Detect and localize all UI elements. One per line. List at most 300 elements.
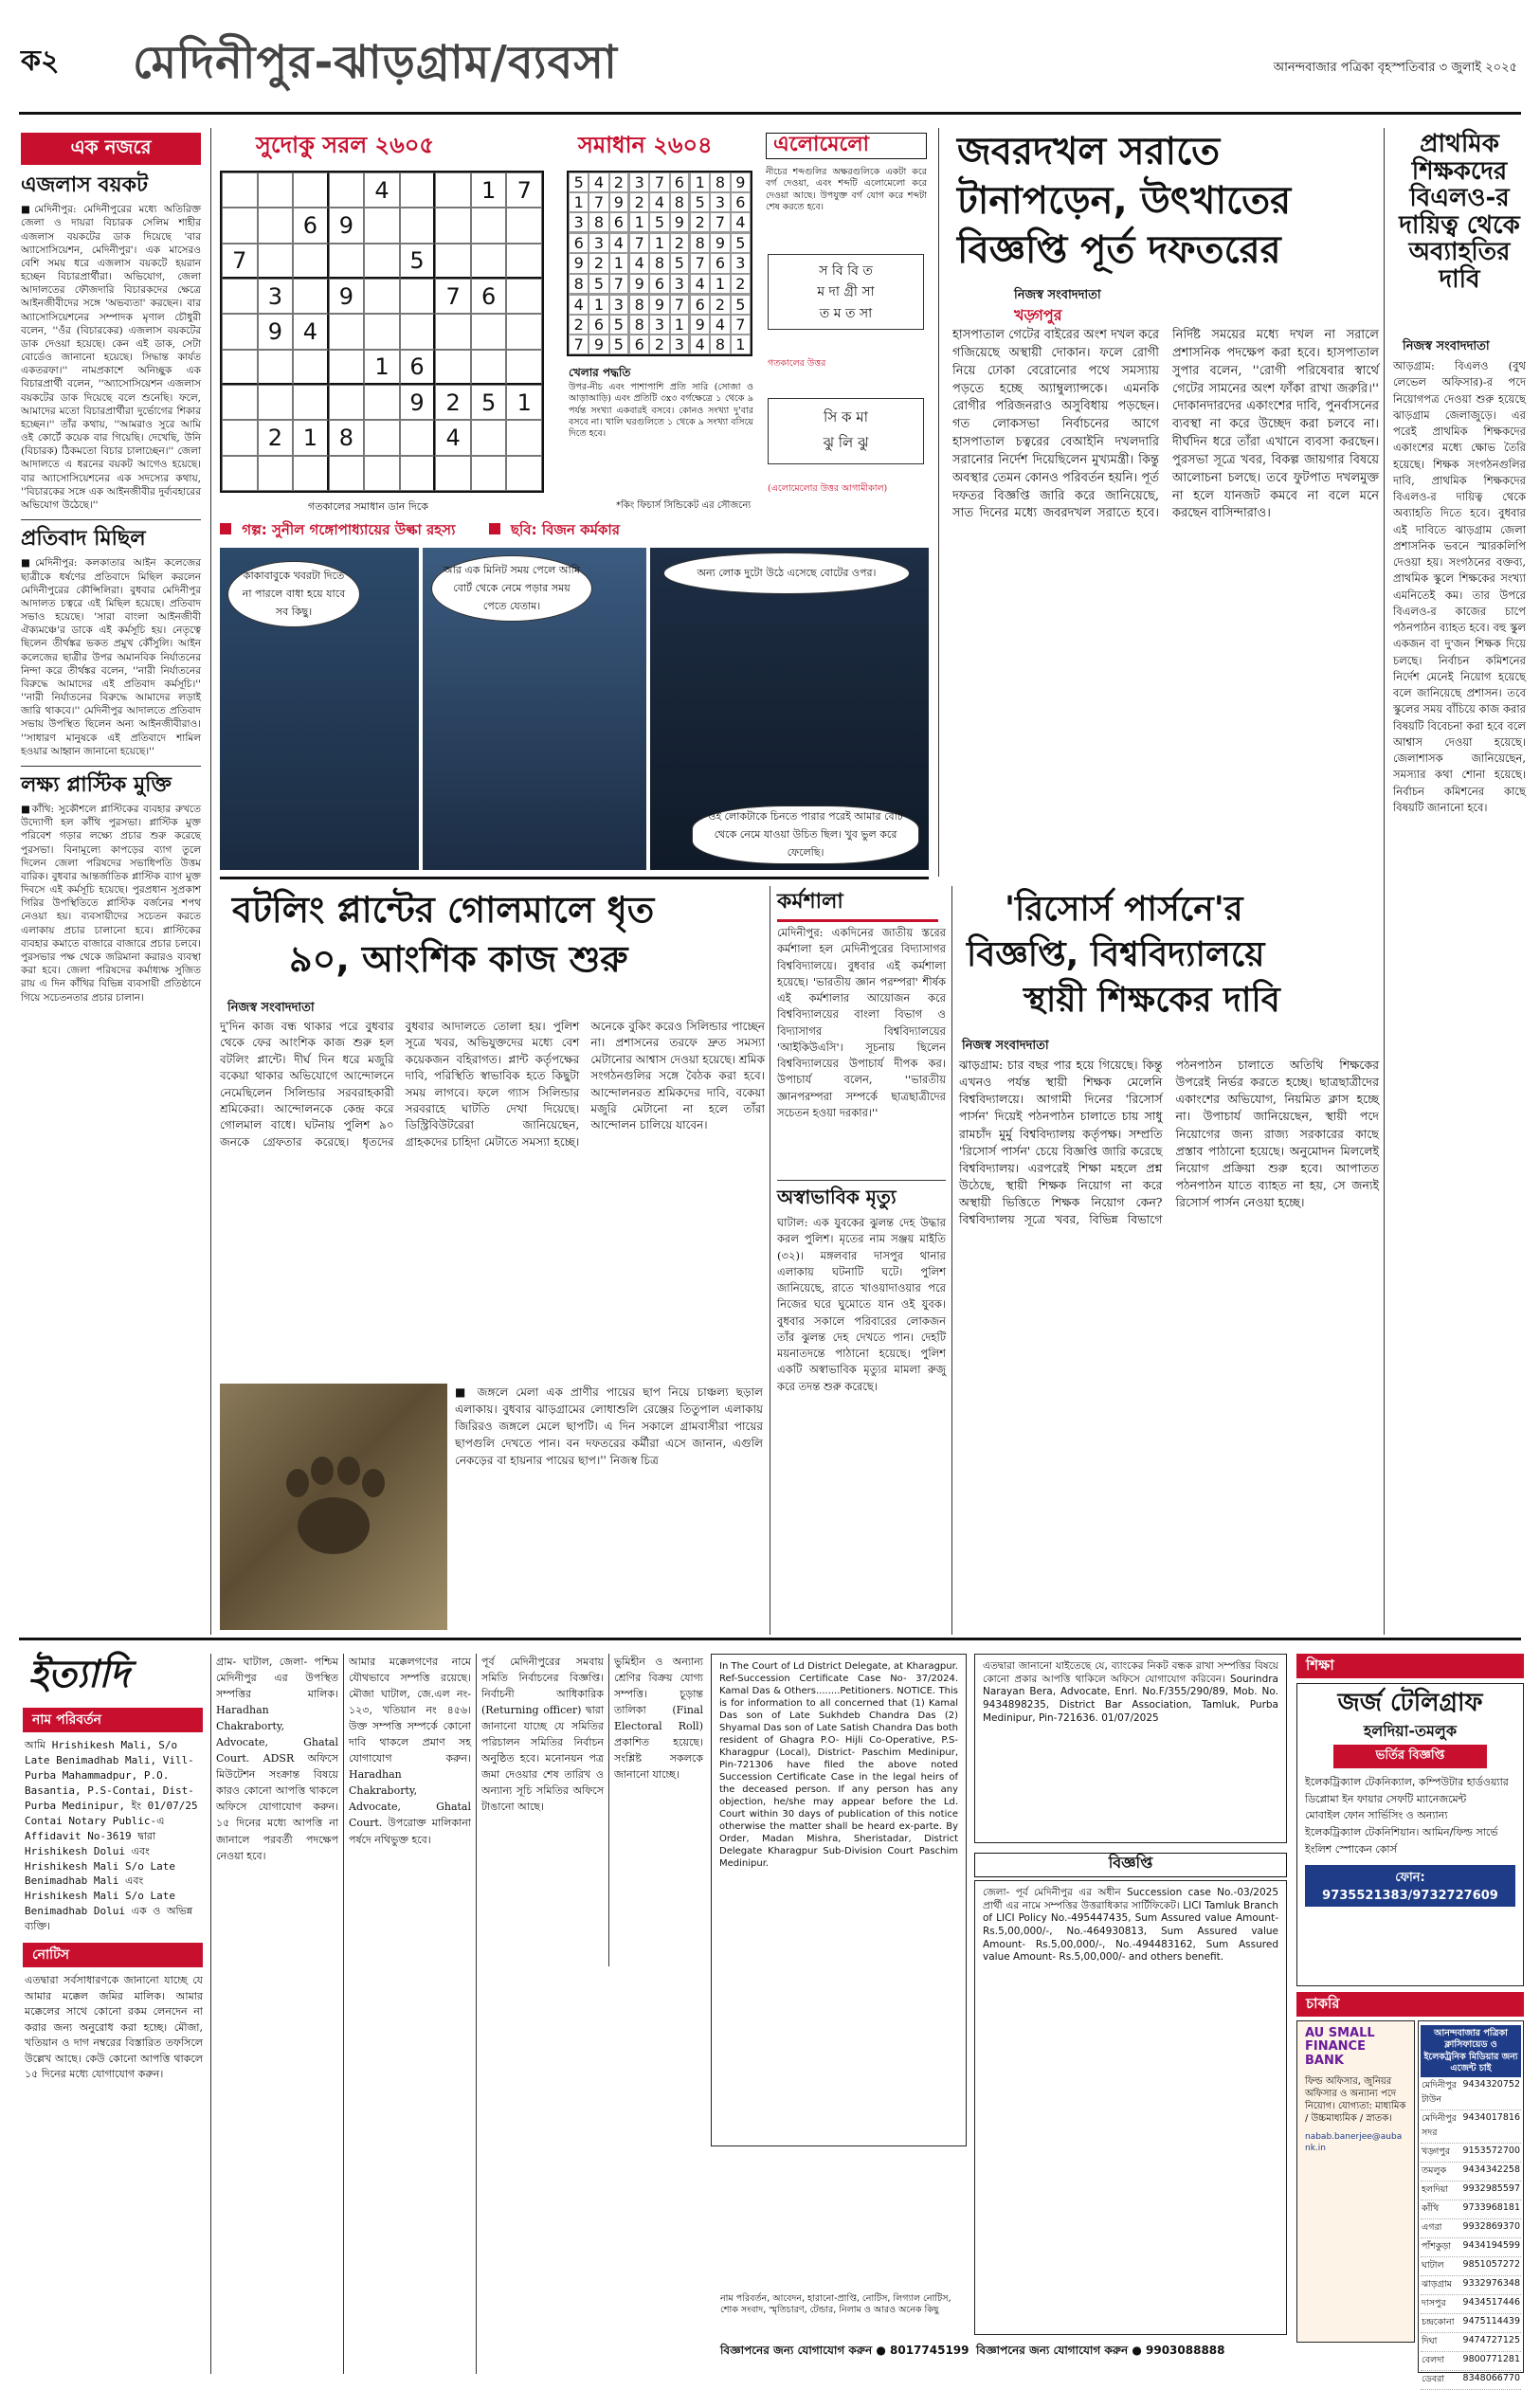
grid-cell[interactable] [222,420,258,455]
agent-phone[interactable]: 9800771281 [1462,2354,1520,2365]
grid-cell: 6 [710,253,730,273]
grid-cell: 8 [710,172,730,192]
grid-cell[interactable] [222,385,258,420]
jumble-answer-label: গতকালের উত্তর [768,358,826,369]
grid-cell: 8 [569,274,589,295]
notice-text: এতদ্বারা সর্বসাধারণকে জানানো যাচ্ছে যে আমার মক্কেল জমির মালিক। আমার মক্কেলের সাথে কোনো রকম লেনদেন না করার জন্য অনুরোধ করা হচ্ছে। মৌজা, খতিয়ান ও দাগ নম্বরের বিস্তারিত তফসিলে উল্লেখ আছে। কেউ কোনো আপত্তি থাকলে ১৫ দিনের মধ্যে যোগাযোগ করুন। [25,1974,203,2080]
resource-body: ঝাড়গ্রাম: চার বছর পার হয়ে গিয়েছে। কিন্তু এখনও পর্যন্ত স্থায়ী শিক্ষক মেলেনি বিশ্ববিদ্যালয়ে। আগামী দিনের 'রিসোর্স পার্সন' দিয়েই পঠনপাঠন চালাতে চায় সাধু রামচাঁদ মুর্মু বিশ্ববিদ্যালয় কর্তৃপক্ষ। সম্প্রতি 'রিসোর্স পার্সন' চেয়ে বিজ্ঞপ্তি জারি করেছে বিশ্ববিদ্যালয়। এরপরেই শিক্ষা মহলে প্রশ্ন উঠেছে, স্থায়ী শিক্ষক নিয়োগ না করে অস্থায়ী ভিত্তিতে শিক্ষক নিয়োগ কেন? বিশ্ববিদ্যালয় সূত্রে খবর, বিভিন্ন বিভাগে পঠনপাঠন চালাতে অতিথি শিক্ষকের উপরেই নির্ভর করতে হচ্ছে। ছাত্রছাত্রীদের একাংশের অভিযোগ, নিয়মিত ক্লাস হচ্ছে না। উপাচার্য জানিয়েছেন, স্থায়ী পদে নিয়োগের জন্য রাজ্য সরকারের কাছে প্রস্তাব পাঠানো হয়েছে। অনুমোদন মিললেই নিয়োগ প্রক্রিয়া শুরু হবে। আপাতত পঠনপাঠন যাতে ব্যাহত না হয়, সে জন্যই রিসোর্স পার্সন নেওয়া হচ্ছে। [959,1058,1379,1227]
grid-cell[interactable] [293,244,329,279]
item-text: ■মেদিনীপুর: কলকাতার আইন কলেজের ছাত্রীকে ধর্ষণের প্রতিবাদে মিছিল করলেন মেদিনীপুরের কৌন্সিলিরা। বুধবার মেদিনীপুর আদালত চত্বরে এই মিছিল হয়েছে। প্রতিবাদ সভাও হয়েছে। 'সারা বাংলা আইনজীবী ঐক্যমঞ্চে'র ডাকে এই কর্মসূচি হয়। নেতৃত্বে ছিলেন তীর্থঙ্কর ভকত প্রমুখ কৌঁসুলি। আইন কলেজের ছাত্রীর উপর অমানবিক নির্যাতনের নিন্দা করে তীর্থঙ্কর বলেন, ''নারী নির্যাতনের বিরুদ্ধে আমাদের এই প্রতিবাদ কর্মসূচি।'' ''নারী নির্যাতনের বিরুদ্ধে আমাদের লড়াই জারি থাকবে।'' মেদিনীপুর আদালতে প্রতিবাদ সভায় উপস্থিত ছিলেন অন্য আইনজীবীরাও। ''সাধারণ মানুষকে এই প্রতিবাদে শামিল হওয়ার আহ্বান জানানো হয়েছে।'' [21,557,201,757]
grid-cell: 7 [690,253,710,273]
agent-contact-row [1421,2163,1521,2182]
grid-cell[interactable] [435,208,471,243]
grid-cell[interactable]: 4 [293,314,329,349]
agent-phone[interactable]: 9434194599 [1462,2240,1520,2252]
grid-cell[interactable] [435,244,471,279]
grid-cell: 5 [589,274,608,295]
agent-phone[interactable]: 9932985597 [1462,2183,1520,2195]
jumble-answers-box [768,398,924,464]
telegraph-brand: জর্জ টেলিগ্রাফ [1337,1689,1483,1717]
karmashala-text: মেদিনীপুর: একদিনের জাতীয় স্তরের কর্মশালা হল মেদিনীপুরের বিদ্যাসাগর বিশ্ববিদ্যালয়ে। বুধবার এই কর্মশালা হয়েছে। 'ভারতীয় জ্ঞান পরম্পরা' শীর্ষক এই কর্মশালার আয়োজন করে বিশ্ববিদ্যালয়ের বাংলা বিভাগ ও বিদ্যাসাগর বিশ্ববিদ্যালয়ের 'আইকিউএসি'। সূচনায় ছিলেন বিশ্ববিদ্যালয়ের উপাচার্য দীপক কর। উপাচার্য বলেন, ''ভারতীয় জ্ঞানপরম্পরা সম্পর্কে ছাত্রছাত্রীদের সচেতন হওয়া দরকার।'' [777,926,946,1119]
grid-cell: 3 [731,253,751,273]
grid-cell[interactable] [293,350,329,385]
grid-cell: 4 [609,233,629,253]
grid-cell[interactable] [222,279,258,314]
agent-contact-row [1421,2314,1521,2333]
section-title: মেদিনীপুর-ঝাড়গ্রাম/ব্যবসা [133,36,618,89]
grid-cell: 9 [589,335,608,354]
grid-cell[interactable] [329,314,365,349]
jumble-answer: ঝু লি ঝু [823,434,869,451]
grid-cell: 5 [609,315,629,335]
jumble-words-box [768,254,924,330]
grid-cell: 4 [710,315,730,335]
grid-cell[interactable] [364,385,400,420]
resource-headline-1: 'রিসোর্স পার্সনে'র [1005,890,1243,929]
item-text: ■কাঁথি: সুকৌশলে প্লাস্টিকের ব্যবহার রুখতে উদ্যোগী হল কাঁথি পুরসভা। প্লাস্টিক মুক্ত পরিবেশ গড়ার লক্ষ্যে প্রচার শুরু করেছে পুরসভা। বিনামূল্যে কাপড়ের ব্যাগ তুলে দিলেন জেলা পরিষদের সভাধিপতি উত্তম বারিক। বুধবার আন্তর্জাতিক প্লাস্টিক ব্যাগ মুক্ত দিবসে এই কর্মসূচি হয়েছে। পুরপ্রধান সুপ্রকাশ গিরির উপস্থিতিতে প্লাস্টিক বর্জনের শপথ নেওয়া হয়। ব্যবসায়ীদের সচেতন করতে এলাকায় প্রচার চালানো হবে। প্লাস্টিকের ব্যবহার কমাতে বাজারে বাজারে প্রচার চলবে। পুরসভার পক্ষ থেকে জরিমানা করারও ব্যবস্থা করা হবে। জেলা পরিষদের কর্মাধ্যক্ষ সুজিত রায় এ দিন কাঁথির বিভিন্ন ব্যবসায়ী প্রতিষ্ঠানে গিয়ে সচেতনতার প্রচার চালান। [21,804,201,1004]
grid-cell[interactable] [258,350,294,385]
bottling-headline-2: ৯০, আংশিক কাজ শুরু [289,938,628,980]
grid-cell[interactable]: 9 [329,208,365,243]
grid-cell: 7 [710,212,730,233]
chakri-bar [1296,1992,1524,2017]
grid-cell: 7 [609,274,629,295]
agent-area: পাঁশকুড়া [1422,2241,1452,2253]
grid-cell[interactable] [471,350,507,385]
course-item: মোবাইল ফোন সার্ভিসিং ও অন্যান্য [1305,1809,1448,1822]
classified-col-5: ভুমিহীন ও অন্যান্য শ্রেণির বিক্রয় যোগ্য সম্পত্তি। চূড়ান্ত তালিকা (Final Electoral Roll) প্রকাশিত হয়েছে। সংশ্লিষ্ট সকলকে জানানো যাচ্ছে। [608,1654,703,1966]
grid-cell: 3 [710,192,730,212]
grid-cell[interactable] [400,314,436,349]
grid-cell: 7 [649,172,669,192]
grid-cell[interactable] [222,350,258,385]
comic-story-label: গল্প: সুনীল গঙ্গোপাধ্যায়ের উল্কা রহস্য [242,521,456,538]
grid-cell: 2 [589,253,608,273]
sudoku-grid[interactable] [220,171,544,493]
agent-contact-row [1421,2257,1521,2276]
grid-cell[interactable]: 1 [364,350,400,385]
comic-bubble: কাকাবাবুকে খবরটা দিতে না পারলে বাধা হয়ে যাবে সব কিছু। [227,561,360,627]
grid-cell: 9 [731,172,751,192]
grid-cell[interactable] [506,350,542,385]
rules-text: উপর-নীচ এবং পাশাপাশি প্রতি সারি (সোজা ও আড়াআড়ি) এবং প্রতিটি ৩x৩ বর্গক্ষেত্রে ১ থেকে ৯ পর্যন্ত সংখ্যা একবারই বসবে। কোনও সংখ্যা দু'বার বসবে না। খালি ঘরগুলিতে ১ থেকে ৯ সংখ্যা বসিয়ে দিতে হবে। [569,382,753,440]
grid-cell: 8 [589,212,608,233]
comic-bubble: অন্য লোক দুটো উঠে এসেছে বোটের ওপর। [663,552,910,594]
grid-cell[interactable] [471,208,507,243]
grid-cell[interactable] [506,208,542,243]
grid-cell: 6 [609,212,629,233]
jumble-word: ত ম ত সা [819,305,873,321]
right-byline: নিজস্ব সংবাদদাতা [1403,339,1490,353]
classified-col-4: পূর্ব মেদিনীপুরের সমবায় সমিতি নির্বাচনের বিজ্ঞপ্তি। নির্বাচনী আধিকারিক (Returning officer) দ্বারা জানানো যাচ্ছে যে সমিতির পরিচালন সমিতির নির্বাচন অনুষ্ঠিত হবে। মনোনয়ন পত্র জমা দেওয়ার শেষ তারিখ ও অন্যান্য সূচি সমিতির অফিসে টাঙানো আছে। [476,1654,604,2374]
resource-headline-3: স্থায়ী শিক্ষকের দাবি [1024,981,1280,1020]
left-column [21,174,201,1629]
grid-cell[interactable] [435,172,471,208]
grid-cell[interactable]: 4 [435,420,471,455]
grid-cell: 3 [629,172,649,192]
grid-cell[interactable] [329,350,365,385]
grid-cell: 6 [629,335,649,354]
grid-cell: 4 [690,335,710,354]
agent-area: মেদিনীপুর সদর [1422,2113,1457,2139]
agent-contact-row [1421,2333,1521,2352]
agent-phone[interactable]: 9434342258 [1462,2164,1520,2176]
grid-cell: 1 [569,192,589,212]
agent-phone[interactable]: 9733968181 [1462,2202,1520,2214]
classified-col-2: গ্রাম- ঘাটাল, জেলা- পশ্চিম মেদিনীপুর এর উপস্থিত সম্পত্তির মালিক। Haradhan Chakraborty, Advocate, Ghatal Court. ADSR অফিসে মিউটেশন সংক্রান্ত বিষয়ে কারও কোনো আপত্তি থাকলে অফিসে যোগাযোগ করুন। ১৫ দিনের মধ্যে আপত্তি না জানালে পরবর্তী পদক্ষেপ নেওয়া হবে। [210,1654,338,2374]
agent-area: হলদিয়া [1422,2184,1449,2196]
bottom-notice-header-box [974,1853,1287,1877]
grid-cell[interactable] [400,208,436,243]
grid-cell: 7 [569,335,589,354]
telegraph-ad [1296,1683,1524,1986]
dateline: আনন্দবাজার পত্রিকা বৃহস্পতিবার ৩ জুলাই ২০২৫ [1273,61,1517,75]
grid-cell: 8 [629,315,649,335]
grid-cell: 6 [649,274,669,295]
left-column-header [21,133,201,165]
grid-cell: 1 [690,172,710,192]
grid-cell: 7 [629,233,649,253]
agent-contact-row [1421,2182,1521,2200]
grid-cell[interactable] [364,420,400,455]
lead-body: হাসপাতাল গেটের বাইরের অংশ দখল করে গজিয়েছে অস্থায়ী দোকান। ফলে রোগী নিয়ে ঢোকা বেরোনোর পথে সমস্যায় পড়তে হচ্ছে অ্যাম্বুল্যান্সকে। এমনকি রোগীর পরিজনরাও অসুবিধায় পড়ছেন। গত লোকসভা নির্বাচনের আগে হাসপাতাল চত্বরের বেআইনি দখলদারি সরানোর নির্দেশ দিয়েছিলেন মুখ্যমন্ত্রী। কিন্তু অবস্থার তেমন কোনও পরিবর্তন হয়নি। পূর্ত দফতর বিজ্ঞপ্তি জারি করে জানিয়েছে, সাত দিনের মধ্যে জবরদখল সরাতে হবে। নির্দিষ্ট সময়ের মধ্যে দখল না সরালে প্রশাসনিক পদক্ষেপ করা হবে। হাসপাতাল সুপার বলেন, ''রোগী পরিষেবার স্বার্থে গেটের সামনের অংশ ফাঁকা রাখা জরুরি।'' দোকানদারদের একাংশের দাবি, পুনর্বাসনের ব্যবস্থা না করে উচ্ছেদ করা চলবে না। দীর্ঘদিন ধরে তাঁরা এখানে ব্যবসা করছেন। পুরসভা সূত্রে খবর, বিকল্প জায়গার বিষয়ে আলোচনা চলছে। তবে ফুটপাত দখলমুক্ত না হলে যানজট কমবে না বলে মনে করছেন বাসিন্দারাও। [952,328,1379,521]
grid-cell[interactable] [400,172,436,208]
agent-phone[interactable]: 9332976348 [1462,2278,1520,2290]
agent-phone[interactable]: 9932869370 [1462,2221,1520,2233]
resource-headline-2: বিজ্ঞপ্তি, বিশ্ববিদ্যালয়ে [967,935,1265,974]
agent-area: বেলদা [1422,2355,1444,2366]
right-body: আড়গ্রাম: বিএলও (বুথ লেভেল অফিসার)-র পদে নিয়োগপত্র দেওয়া শুরু হয়েছে ঝাড়গ্রাম জেলাজুড়ে। এর পরেই প্রাথমিক শিক্ষকদের একাংশের মধ্যে ক্ষোভ তৈরি হয়েছে। শিক্ষক সংগঠনগুলির দাবি, প্রাথমিক শিক্ষকদের বিএলও-র দায়িত্ব থেকে অব্যাহতি দিতে হবে। বুধবার এই দাবিতে ঝাড়গ্রাম জেলা প্রশাসনিক ভবনে স্মারকলিপি দেওয়া হয়। সংগঠনের বক্তব্য, প্রাথমিক স্কুলে শিক্ষকের সংখ্যা এমনিতেই কম। তার উপরে বিএলও-র কাজের চাপে পঠনপাঠন ব্যাহত হবে। বহু স্কুল একজন বা দু'জন শিক্ষক দিয়ে চলছে। নির্বাচন কমিশনের নির্দেশ মেনেই নিয়োগ হয়েছে বলে জানিয়েছে প্রশাসন। তবে স্কুলের সময় বাঁচিয়ে কাজ করার বিষয়টি বিবেচনা করা হবে বলে আশ্বাস দেওয়া হয়েছে। জেলাশাসক জানিয়েছেন, সমস্যার কথা শোনা হয়েছে। নির্বাচন কমিশনের কাছে বিষয়টি জানানো হবে। [1393,359,1526,814]
grid-cell[interactable] [400,279,436,314]
grid-cell[interactable] [364,456,400,491]
grid-cell[interactable] [364,314,400,349]
grid-cell: 5 [569,172,589,192]
grid-cell: 6 [569,233,589,253]
chakri-header: চাকরি [1306,1994,1340,2012]
comic-art-label: ছবি: বিজন কর্মকার [510,521,620,538]
grid-cell[interactable] [258,172,294,208]
agent-area: মেদিনীপুর টাউন [1422,2080,1457,2106]
grid-cell[interactable] [435,456,471,491]
agent-area: কাঁথি [1422,2203,1440,2215]
bottling-headline-1: বটলিং প্লান্টের গোলমালে ধৃত [232,889,655,931]
grid-cell[interactable]: 4 [364,172,400,208]
grid-cell: 8 [629,295,649,315]
agent-area: চন্দ্রকোনা [1422,2317,1455,2328]
grid-cell[interactable] [364,244,400,279]
grid-cell: 5 [690,192,710,212]
grid-cell: 3 [649,315,669,335]
grid-cell: 5 [670,253,690,273]
notice-bar [23,1943,203,1967]
agent-contact-row [1421,2276,1521,2295]
course-item: ডিপ্লোমা ইন ফায়ার সেফটি ম্যানেজমেন্ট [1305,1792,1467,1805]
item-title: লক্ষ্য প্লাস্টিক মুক্তি [21,772,172,797]
agent-contact-row [1421,2110,1521,2144]
grid-cell[interactable]: 9 [400,385,436,420]
bank-contact[interactable]: nabab.banerjee@aubank.in [1305,2131,1403,2153]
grid-cell[interactable]: 8 [329,420,365,455]
grid-cell[interactable] [435,314,471,349]
grid-cell: 8 [710,335,730,354]
grid-cell: 6 [690,295,710,315]
course-item: ইলেকট্রিক্যাল টেকনিশিয়ান। আমিন/ফিল্ড সার্ভে [1305,1825,1498,1838]
grid-cell[interactable] [364,279,400,314]
grid-cell[interactable]: 6 [293,208,329,243]
grid-cell[interactable] [506,279,542,314]
court-notice: In The Court of Ld District Delegate, at Kharagpur. Ref-Succession Certificate Case No- 37/2024. Kamal Das & Others........Petitioners. NOTICE. This is for information to all concerned that (1) Kamal Das son of Late Sukhdeb Chandra Das (2) Shyamal Das son of Late Satish Chandra Das both resident of Ghagra P.O- Hijli Co-Operative, P.S- Kharagpur (Local), District- Paschim Medinipur, Pin-721306 have filed the above noted Succession Certificate Case in the legal heirs of the deceased person. If any person has any objection, he/she may appear before the Ld. Court within 30 days of publication of this notice otherwise the matter shall be heard ex-parte. By Order, Madan Mishra, Sheristadar, District Delegate Kharagpur Sub-Division Court Paschim Medinipur. [711,1654,967,2146]
grid-cell[interactable]: 5 [400,244,436,279]
grid-cell: 1 [710,274,730,295]
grid-cell: 6 [731,192,751,212]
grid-cell[interactable] [258,244,294,279]
header-label: এক নজরে [70,135,152,158]
agent-phone[interactable]: 9434320752 [1462,2079,1520,2091]
lead-byline: নিজস্ব সংবাদদাতা [1014,288,1101,302]
agent-phone[interactable]: 9851057272 [1462,2259,1520,2271]
agent-phone[interactable]: 9153572700 [1462,2146,1520,2157]
grid-cell[interactable]: 3 [258,279,294,314]
telegraph-phone: ফোন: 9735521383/9732727609 [1305,1865,1515,1907]
grid-cell[interactable]: 7 [506,172,542,208]
jumble-word: স বি বি ত [819,263,873,279]
bottling-body: দু'দিন কাজ বন্ধ থাকার পরে বুধবার থেকে ফের আংশিক কাজ শুরু হল বটলিং প্লান্টে। দীর্ঘ দিন ধরে মজুরি বকেয়া থাকার অভিযোগে আন্দোলনে নেমেছিলেন সিলিন্ডার সরবরাহকারী শ্রমিকেরা। আন্দোলনকে কেন্দ্র করে গোলমাল বাধে। ঘটনায় পুলিশ ৯০ জনকে গ্রেফতার করেছে। ধৃতদের বুধবার আদালতে তোলা হয়। পুলিশ সূত্রে খবর, অভিযুক্তদের মধ্যে বেশ কয়েকজন বহিরাগত। প্লান্ট কর্তৃপক্ষের দাবি, পরিস্থিতি স্বাভাবিক হতে কিছুটা সময় লাগবে। ফলে গ্যাস সিলিন্ডার সরবরাহে ঘাটতি দেখা দিয়েছে। ডিস্ট্রিবিউটরেরা জানিয়েছেন, গ্রাহকদের চাহিদা মেটাতে সমস্যা হচ্ছে। অনেকে বুকিং করেও সিলিন্ডার পাচ্ছেন না। প্রশাসনের তরফে দ্রুত সমস্যা মেটানোর আশ্বাস দেওয়া হয়েছে। শ্রমিক সংগঠনগুলির সঙ্গে বৈঠক করা হবে। আন্দোলনরত শ্রমিকদের দাবি, বকেয়া মজুরি মেটানো না হলে তাঁরা আন্দোলন চালিয়ে যাবেন। [220,1020,765,1149]
grid-cell: 2 [731,274,751,295]
agent-contact-row [1421,2077,1521,2110]
jumble-intro: নীচের শব্দগুলির অক্ষরগুলিকে একটা করে বর্গ দেওয়া, এবং শব্দটি এলোমেলো করে দেওয়া আছে। উপযুক্ত বর্গ যোগ করে শব্দটা শেষ করতে হবে। [766,167,927,213]
agent-contact-row [1421,2352,1521,2371]
notice-header: নোটিস [32,1947,69,1963]
footprint-icon [220,1384,447,1630]
name-change-bar [23,1708,203,1732]
agent-contact-row [1421,2295,1521,2314]
lead-headline-2: টানাপড়েন, উৎখাতের [957,179,1292,223]
contact-list [1421,2077,1521,2390]
grid-cell: 1 [609,253,629,273]
grid-cell: 1 [589,295,608,315]
grid-cell[interactable] [293,456,329,491]
grid-cell[interactable]: 9 [258,314,294,349]
grid-cell: 3 [609,295,629,315]
grid-cell[interactable] [258,456,294,491]
grid-cell[interactable] [293,172,329,208]
grid-cell[interactable]: 1 [293,420,329,455]
grid-cell: 9 [609,192,629,212]
grid-cell[interactable] [435,350,471,385]
grid-cell: 1 [629,212,649,233]
agent-phone[interactable]: 9434517446 [1462,2297,1520,2309]
photo-caption: ■ জঙ্গলে মেলা এক প্রাণীর পায়ের ছাপ নিয়ে চাঞ্চল্য ছড়াল এলাকায়। বুধবার ঝাড়গ্রামের লোধাশুলি রেঞ্জের তিতুপাল এলাকায় জিরিরও জঙ্গলে মেলে ছাপটি। এ দিন সকালে গ্রামবাসীরা পায়ের ছাপগুলি দেখতে পান। বন দফতরের কর্মীরা এসে জানান, এগুলি নেকড়ের বা হায়নার পায়ের ছাপ।'' নিজস্ব চিত্র [455,1385,763,1467]
grid-cell: 8 [670,192,690,212]
grid-cell[interactable]: 1 [471,172,507,208]
resource-byline: নিজস্ব সংবাদদাতা [962,1039,1049,1053]
agent-contact-row [1421,2371,1521,2390]
grid-cell: 6 [589,315,608,335]
grid-cell[interactable]: 7 [222,244,258,279]
grid-cell: 1 [670,315,690,335]
agent-area: ডেবরা [1422,2374,1445,2385]
agent-phone[interactable]: 9475114439 [1462,2316,1520,2327]
jumble-word: ম দা গ্রী সা [817,284,875,300]
grid-cell: 9 [629,274,649,295]
grid-cell: 9 [710,233,730,253]
grid-cell[interactable]: 9 [329,279,365,314]
grid-cell[interactable] [222,208,258,243]
grid-cell[interactable]: 7 [435,279,471,314]
agent-contact-row [1421,2200,1521,2219]
grid-cell[interactable]: 1 [506,385,542,420]
name-change-header: নাম পরিবর্তন [32,1712,101,1728]
page-number: ক২ [21,45,60,78]
agent-area: ঘাটাল [1422,2260,1444,2272]
grid-cell[interactable] [258,385,294,420]
bank-text: ফিল্ড অফিসার, জুনিয়র অফিসার ও অন্যান্য পদে নিয়োগ। যোগ্যতা: মাধ্যমিক / উচ্চমাধ্যমিক / স্নাতক। [1305,2075,1406,2124]
grid-cell[interactable] [329,456,365,491]
accident-text: ঘাটাল: এক যুবকের ঝুলন্ত দেহ উদ্ধার করল পুলিশ। মৃতের নাম সঞ্জয় মাইতি (৩২)। মঙ্গলবার দাসপুর থানার এলাকায় ঘটনাটি ঘটে। পুলিশ জানিয়েছে, রাতে খাওয়াদাওয়ার পরে নিজের ঘরে ঘুমোতে যান ওই যুবক। বুধবার সকালে পরিবারের লোকজন তাঁর ঝুলন্ত দেহ দেখতে পান। দেহটি ময়নাতদন্তে পাঠানো হয়েছে। পুলিশ একটি অস্বাভাবিক মৃত্যুর মামলা রুজু করে তদন্ত শুরু করেছে। [777,1216,946,1393]
grid-cell[interactable]: 2 [258,420,294,455]
grid-cell[interactable] [329,244,365,279]
grid-cell[interactable] [222,456,258,491]
item-title: এজলাস বয়কট [21,173,148,197]
sudoku-header: সুদোকু সরল ২৬০৫ [256,132,434,158]
accident-header: অস্বাভাবিক মৃত্যু [777,1186,897,1208]
jumble-footer: (এলোমেলোর উত্তর আগামীকাল) [768,483,888,494]
agent-phone[interactable]: 9474727125 [1462,2335,1520,2346]
bank-ad [1296,2020,1415,2343]
grid-cell[interactable] [506,314,542,349]
agent-list [1418,2020,1524,2385]
grid-cell[interactable] [400,420,436,455]
sudoku-footer: গতকালের সমাধান ডান দিকে [308,500,428,513]
agent-area: খড়্গপুর [1422,2146,1450,2158]
grid-cell: 1 [649,233,669,253]
lead-place: খড়্গপুর [1014,306,1062,324]
grid-cell[interactable] [329,385,365,420]
bottling-byline: নিজস্ব সংবাদদাতা [227,1001,315,1015]
grid-cell[interactable]: 5 [471,385,507,420]
grid-cell: 5 [731,233,751,253]
bank-brand: AU SMALL FINANCE BANK [1305,2026,1375,2068]
classifieds-brand: ইত্যাদি [28,1653,130,1696]
grid-cell: 4 [690,274,710,295]
grid-cell[interactable] [293,279,329,314]
lead-headline-1: জবরদখল সরাতে [957,130,1221,173]
grid-cell: 4 [649,192,669,212]
grid-cell[interactable]: 6 [471,279,507,314]
grid-cell[interactable]: 2 [435,385,471,420]
grid-cell[interactable] [506,244,542,279]
agent-phone[interactable]: 9434017816 [1462,2112,1520,2124]
grid-cell: 4 [569,295,589,315]
shiksha-header: শিক্ষা [1306,1656,1334,1674]
agent-area: তমলুক [1422,2165,1447,2177]
item-text: ■মেদিনীপুর: মেদিনীপুরের মধ্যে অতিরিক্ত জেলা ও দায়রা বিচারক সেলিম শাহীর এজলাস বয়কটের ডাক দিয়েছে 'বার অ্যাসোসিয়েশন, মেদিনীপুর'। এক মাসেরও বেশি সময় ধরে এজলাস বয়কটে হয়রান হচ্ছেন বিচারপ্রার্থীরা। অভিযোগ, জেলা আদালতের ফৌজদারি বিচারকদের ক্ষেত্রে আইনজীবীদের সঙ্গে 'অভব্যতা' করছেন। বার অ্যাসোসিয়েশনের সম্পাদক মৃণাল চৌধুরী বলেন, ''ওঁর (বিচারকের) এজলাস বয়কটের ডাক দেওয়া হয়েছে। কেন এই ডাক, সেটা বোর্ডেও জানানো হয়েছে। সিদ্ধান্ত কার্যত একতরফা।'' নামপ্রকাশে অনিচ্ছুক এক বিচারপ্রার্থী বলেন, ''অ্যাসোসিয়েশন এজলাস বয়কটের ডাক দিয়েছে বলে শুনেছি। ফলে, আমাদের মতো বিচারপ্রার্থীরা দুর্ভোগের শিকার হচ্ছেন।'' তাঁর কথায়, ''আমরাও সুরে আমি ওই কোর্টে কয়েক বার গিয়েছি। দেখেছি, উনি (বিচারক) ঠিকমতো বিচার চালাচ্ছেন।'' জেলা আদালতে এ ধরনের বয়কট আগেও হয়েছে। বার অ্যাসোসিয়েশনের এক সদস্যের কথায়, ''বিচারকের সঙ্গে এক আইনজীবীর দুর্ব্যবহারের অভিযোগ উঠেছে।'' [21,204,201,511]
comic-label-bar [220,519,929,544]
jumble-answer: সি ক মা [824,408,868,425]
bottom-notice-header: বিজ্ঞপ্তি [1108,1854,1153,1872]
grid-cell: 2 [710,295,730,315]
grid-cell[interactable] [400,456,436,491]
solution-credit: *কিং ফিচার্স সিন্ডিকেট এর সৌজন্যে [616,500,752,511]
grid-cell[interactable] [222,172,258,208]
agent-contact-row [1421,2238,1521,2257]
grid-cell: 2 [609,172,629,192]
grid-cell: 3 [670,274,690,295]
grid-cell[interactable] [506,420,542,455]
classifieds-footer-note: নাম পরিবর্তন, আবেদন, হারানো-প্রাপ্তি, নোটিস, লিগ্যাল নোটিস, শোক সংবাদ, স্মৃতিচারণ, টেন্ডার, নিলাম ও আরও অনেক কিছু [720,2293,951,2316]
bottom-notice: জেলা- পূর্ব মেদিনীপুর এর অধীন Succession case No.-03/2025 প্রার্থী এর নামে সম্পত্তির উত্তরাধিকার সার্টিফিকেট। LICI Tamluk Branch of LICI Policy No.-495447435, Sum Assured value Amount- Rs.5,00,000/-, No.-464930813, Sum Assured value Amount- Rs.5,00,000/-, No.-494483162, Sum Assured value Amount- Rs.5,00,000/- and others benefit. [974,1880,1287,2335]
grid-cell: 5 [731,295,751,315]
grid-cell: 2 [629,192,649,212]
course-item: ইলেকট্রিক্যাল টেকনিক্যাল, কম্পিউটার হার্ডওয়্যার [1305,1776,1509,1789]
right-headline: প্রাথমিক শিক্ষকদের বিএলও-র দায়িত্ব থেকে অব্যাহতির দাবি [1399,130,1520,294]
grid-cell[interactable] [364,208,400,243]
comic-bubble: ওই লোকটাকে চিনতে পারার পরেই আমার বোট থেকে নেমে যাওয়া উচিত ছিল। খুব ভুল করে ফেলেছি। [692,806,919,864]
grid-cell[interactable] [293,385,329,420]
grid-cell: 9 [690,315,710,335]
grid-cell[interactable] [329,172,365,208]
item-title: প্রতিবাদ মিছিল [21,527,146,552]
grid-cell: 9 [670,212,690,233]
grid-cell: 3 [670,335,690,354]
grid-cell: 2 [649,335,669,354]
jumble-header: এলোমেলো [773,133,870,156]
grid-cell[interactable] [471,456,507,491]
classifieds-footer-left: বিজ্ঞাপনের জন্য যোগাযোগ করুন ● 8017745199 [720,2344,969,2357]
grid-cell: 7 [589,192,608,212]
grid-cell[interactable] [222,314,258,349]
grid-cell: 2 [690,212,710,233]
grid-cell[interactable]: 6 [400,350,436,385]
grid-cell: 2 [569,315,589,335]
grid-cell: 4 [731,212,751,233]
shiksha-bar [1296,1654,1524,1678]
grid-cell[interactable] [471,420,507,455]
solution-grid [567,171,752,356]
grid-cell[interactable] [258,208,294,243]
grid-cell: 6 [670,172,690,192]
solution-header: সমাধান ২৬০৪ [578,132,713,158]
grid-cell: 9 [649,295,669,315]
grid-cell: 7 [731,315,751,335]
court-notice-2: এতদ্বারা জানানো যাইতেছে যে, ব্যাংকের নিকট বন্ধক রাখা সম্পত্তির বিষয়ে কোনো প্রকার আপত্তি থাকিলে অফিসে যোগাযোগ করিবেন। Sourindra Narayan Bera, Advocate, Enrl. No.F/355/290/89, Mob. No. 9434898235, District Bar Association, Tamluk, Purba Medinipur, Pin-721636. 01/07/2025 [974,1654,1287,1843]
agent-area: ঝাড়গ্রাম [1422,2279,1452,2290]
rules-title: খেলার পদ্ধতি [569,366,631,379]
agent-contact-row [1421,2219,1521,2238]
grid-cell[interactable] [471,244,507,279]
classifieds-footer-mid: বিজ্ঞাপনের জন্য যোগাযোগ করুন ● 9903088888 [976,2344,1225,2357]
grid-cell: 1 [731,335,751,354]
grid-cell: 4 [629,253,649,273]
grid-cell: 5 [609,335,629,354]
agent-header: আনন্দবাজার পত্রিকা ক্লাসিফায়েড ও ইলেকট্রনিক মিডিয়ার জন্য এজেন্ট চাই [1421,2025,1521,2077]
admission-label: ভর্তির বিজ্ঞপ্তি [1333,1745,1487,1768]
grid-cell: 3 [589,233,608,253]
lead-headline-3: বিজ্ঞপ্তি পূর্ত দফতরের [957,228,1281,272]
agent-area: দিঘা [1422,2336,1438,2347]
classified-col-3: আমার মক্কেলগণের নামে যৌথভাবে সম্পত্তি রয়েছে। মৌজা ঘাটাল, জে.এল নং- ১২৩, খতিয়ান নং ৪৫৬। উক্ত সম্পত্তি সম্পর্কে কোনো দাবি থাকলে প্রমাণ সহ যোগাযোগ করুন। Haradhan Chakraborty, Advocate, Ghatal Court. উপরোক্ত মালিকানা পর্ষদে নথিভুক্ত হবে। [343,1654,471,2374]
grid-cell[interactable] [506,456,542,491]
telegraph-place: হলদিয়া-তমলুক [1363,1721,1458,1740]
agent-phone[interactable]: 8348066770 [1462,2373,1520,2384]
grid-cell: 9 [569,253,589,273]
grid-cell: 8 [690,233,710,253]
grid-cell: 2 [670,233,690,253]
grid-cell: 3 [569,212,589,233]
grid-cell[interactable] [471,314,507,349]
grid-cell: 7 [670,295,690,315]
grid-cell: 4 [589,172,608,192]
